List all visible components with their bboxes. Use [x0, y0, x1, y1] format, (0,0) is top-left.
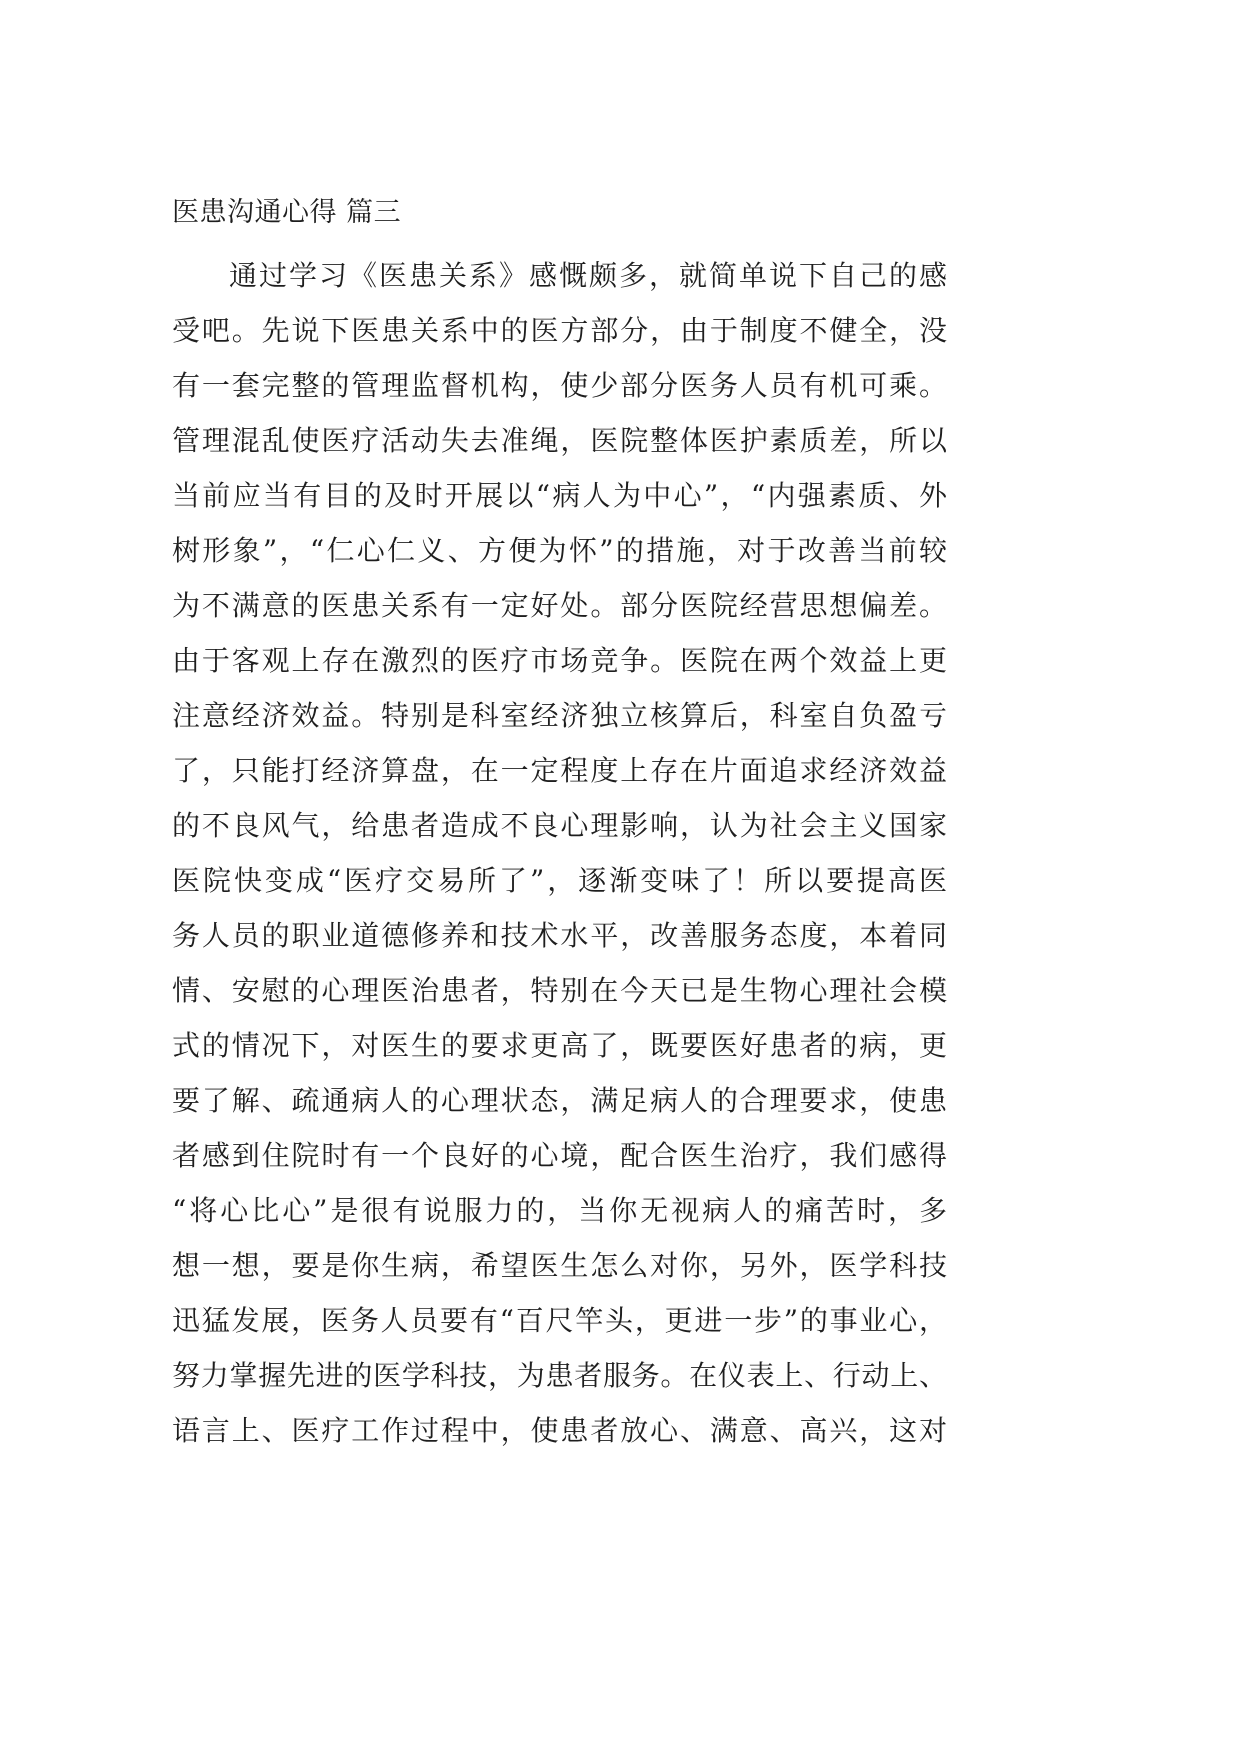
body-line: 了，只能打经济算盘，在一定程度上存在片面追求经济效益: [172, 754, 947, 787]
body-line: 务人员的职业道德修养和技术水平，改善服务态度，本着同: [172, 919, 947, 952]
body-line: 想一想，要是你生病，希望医生怎么对你，另外，医学科技: [172, 1249, 947, 1282]
body-line: 者感到住院时有一个良好的心境，配合医生治疗，我们感得: [172, 1139, 947, 1172]
body-line: 通过学习《医患关系》感慨颇多，就简单说下自己的感: [229, 259, 947, 292]
document-title: 医患沟通心得 篇三: [172, 197, 402, 228]
body-line: 要了解、疏通病人的心理状态，满足病人的合理要求，使患: [172, 1084, 947, 1117]
body-line: “将心比心”是很有说服力的，当你无视病人的痛苦时，多: [172, 1194, 947, 1227]
body-line: 迅猛发展，医务人员要有“百尺竿头，更进一步”的事业心，: [172, 1304, 947, 1337]
body-line: 树形象”，“仁心仁义、方便为怀”的措施，对于改善当前较: [172, 534, 947, 567]
body-line: 有一套完整的管理监督机构，使少部分医务人员有机可乘。: [172, 369, 947, 402]
body-line: 语言上、医疗工作过程中，使患者放心、满意、高兴，这对: [172, 1414, 947, 1447]
body-line: 努力掌握先进的医学科技，为患者服务。在仪表上、行动上、: [172, 1359, 947, 1392]
body-line: 管理混乱使医疗活动失去准绳，医院整体医护素质差，所以: [172, 424, 947, 457]
body-line: 的不良风气，给患者造成不良心理影响，认为社会主义国家: [172, 809, 947, 842]
body-line: 为不满意的医患关系有一定好处。部分医院经营思想偏差。: [172, 589, 947, 622]
body-line: 式的情况下，对医生的要求更高了，既要医好患者的病，更: [172, 1029, 947, 1062]
body-line: 当前应当有目的及时开展以“病人为中心”，“内强素质、外: [172, 479, 947, 512]
body-line: 医院快变成“医疗交易所了”，逐渐变味了！所以要提高医: [172, 864, 947, 897]
body-line: 注意经济效益。特别是科室经济独立核算后，科室自负盈亏: [172, 699, 947, 732]
body-line: 情、安慰的心理医治患者，特别在今天已是生物心理社会模: [172, 974, 947, 1007]
body-text: [172, 248, 947, 1458]
body-line: 受吧。先说下医患关系中的医方部分，由于制度不健全，没: [172, 314, 947, 347]
body-line: 由于客观上存在激烈的医疗市场竞争。医院在两个效益上更: [172, 644, 947, 677]
